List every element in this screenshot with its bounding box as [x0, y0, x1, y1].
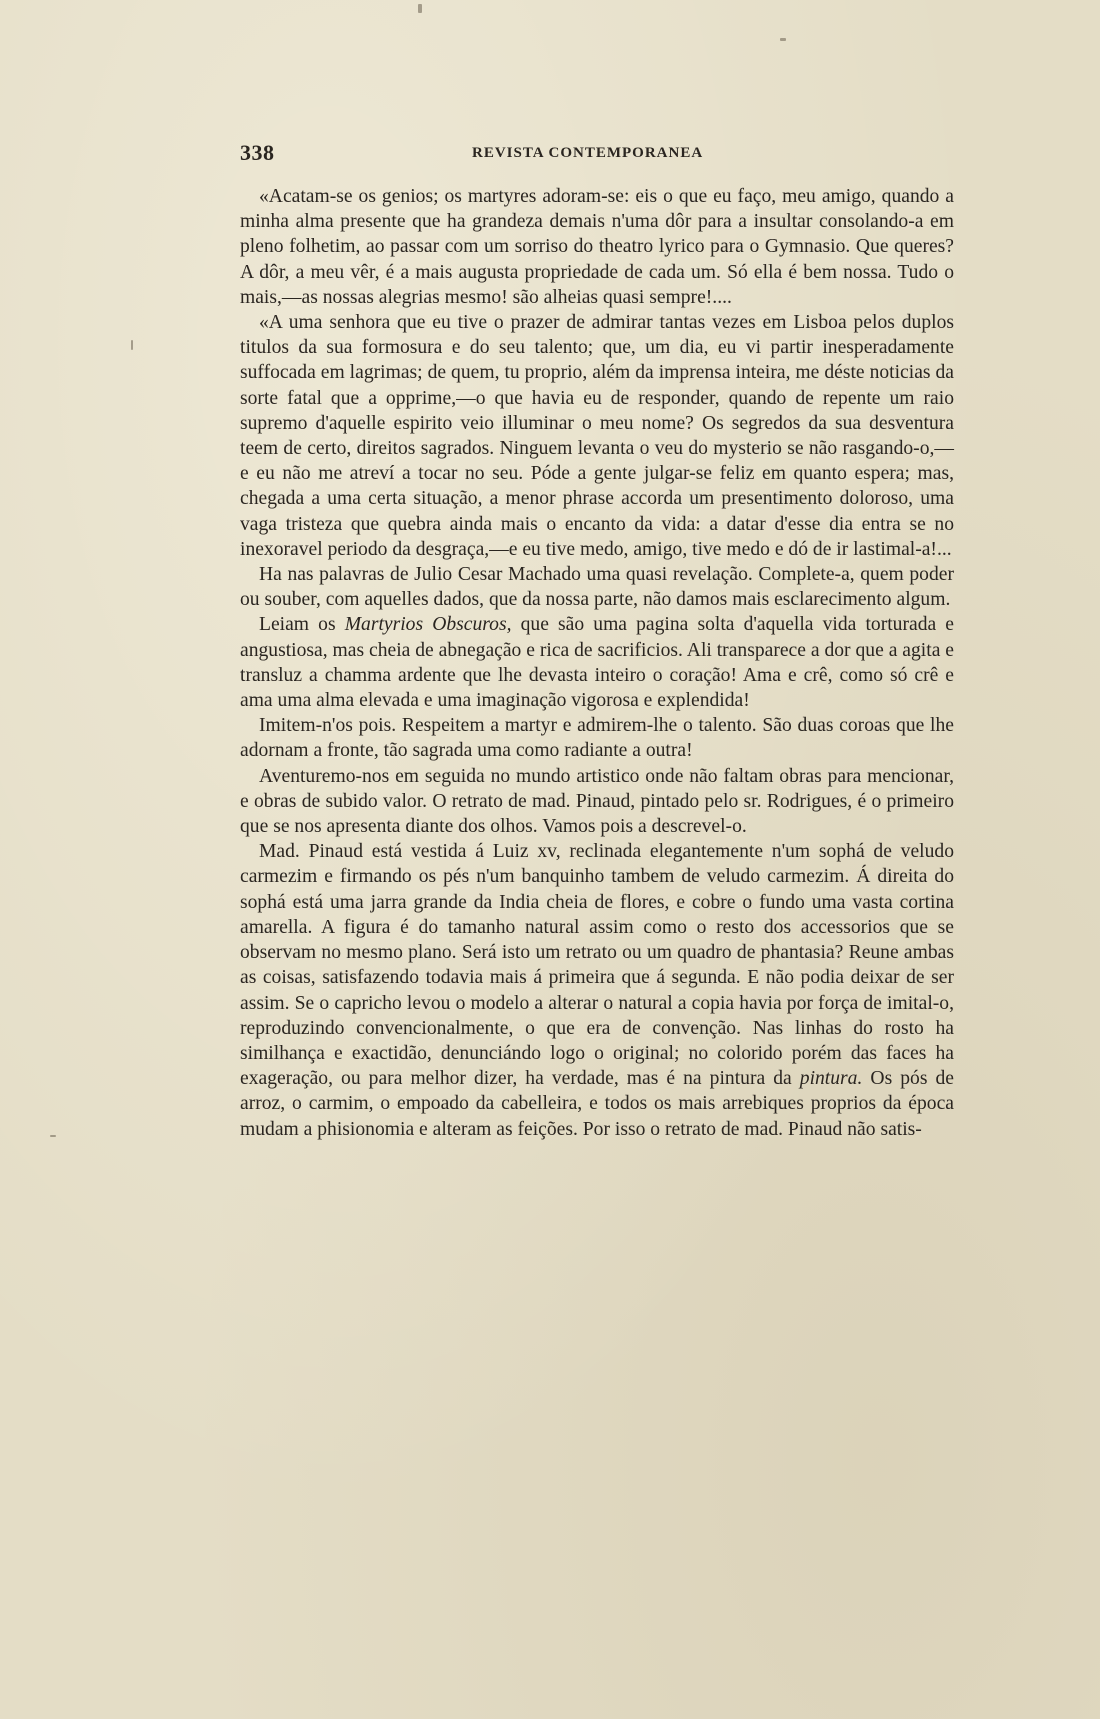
- paragraph: Ha nas palavras de Julio Cesar Machado uma quasi revelação. Complete-a, quem poder ou souber, com aquelles dados, que da nossa parte, não damos mais esclarecimento algum.: [240, 564, 954, 611]
- page-header: [240, 140, 952, 170]
- ink-speck: [780, 38, 786, 41]
- running-title: REVISTA CONTEMPORANEA: [472, 145, 704, 161]
- page-number: 338: [240, 140, 275, 165]
- emphasis-italic: pintura.: [799, 1068, 863, 1090]
- paragraph: [240, 839, 954, 1141]
- paragraph: Imitem-n'os pois. Respeitem a martyr e admirem-lhe o talento. São duas coroas que lhe adornam a fronte, tão sagrada uma como radiante a outra!: [240, 715, 954, 762]
- paragraph: «A uma senhora que eu tive o prazer de admirar tantas vezes em Lisboa pelos duplos titulos da sua formosura e do seu talento; que, um dia, eu vi partir inesperadamente suffocada em lagrimas; de quem, tu proprio, além da imprensa inteira, me déste noticias da sorte fatal que a opprime,—o que havia eu de responder, quando de repente um raio supremo d'aquelle espirito veio illuminar o meu nome? Os segredos da sua desventura teem de certo, direitos sagrados. Ninguem levanta o veu do mysterio se não rasgando-o,—e eu não me atreví a tocar no seu. Póde a gente julgar-se feliz em quanto espera; mas, chegada a uma certa situação, a menor phrase accorda um presentimento doloroso, uma vaga tristeza que quebra ainda mais o encanto da vida: a datar d'esse dia entra se no inexoravel periodo da desgraça,—e eu tive medo, amigo, tive medo e dó de ir lastimal-a!...: [240, 312, 954, 560]
- ink-speck: [50, 1135, 56, 1137]
- ink-speck: [418, 4, 422, 13]
- paragraph-text: Leiam os: [259, 614, 345, 636]
- paragraph: «Acatam-se os genios; os martyres adoram-se: eis o que eu faço, meu amigo, quando a minha alma presente que ha grandeza demais n'uma dôr para a insultar consolando-a em pleno folhetim, ao passar com um sorriso do theatro lyrico para o Gymnasio. Que queres? A dôr, a meu vêr, é a mais augusta propriedade de cada um. Só ella é bem nossa. Tudo o mais,—as nossas alegrias mesmo! são alheias quasi sempre!....: [240, 186, 954, 308]
- paragraph: Aventuremo-nos em seguida no mundo artistico onde não faltam obras para mencionar, e obras de subido valor. O retrato de mad. Pinaud, pintado pelo sr. Rodrigues, é o primeiro que se nos apresenta diante dos olhos. Vamos pois a descrevel-o.: [240, 765, 954, 838]
- paragraph-text: Os pós de arroz, o carmim, o empoado da cabelleira, e todos os mais arrebiques proprios da época mudam a phisionomia e alteram as feições. Por isso o retrato de mad. Pinaud não satis-: [240, 1068, 954, 1140]
- paragraph-text: Mad. Pinaud está vestida á Luiz xv, reclinada elegantemente n'um sophá de veludo carmezim e firmando os pés n'um banquinho tambem de veludo carmezim. Á direita do sophá está uma jarra grande da India cheia de flores, e cobre o fundo uma vasta cortina amarella. A figura é do tamanho natural assim como o resto dos accessorios que se observam no mesmo plano. Será isto um retrato ou um quadro de phantasia? Reune ambas as coisas, satisfazendo todavia mais á primeira que á segunda. E não podia deixar de ser assim. Se o capricho levou o modelo a alterar o natural a copia havia por força de imital-o, reproduzindo convencionalmente, o que era de convenção. Nas linhas do rosto ha similhança e exactidão, denunciándo logo o original; no colorido porém das faces ha exageração, ou para melhor dizer, ha verdade, mas é na pintura da: [240, 841, 954, 1090]
- ink-speck: [131, 340, 133, 350]
- paragraph: [240, 612, 954, 713]
- book-title-italic: Martyrios Obscuros,: [344, 614, 512, 636]
- body-text: [240, 184, 954, 1142]
- paragraph-text: que são uma pagina solta d'aquella vida torturada e angustiosa, mas cheia de abnegação e rica de sacrificios. Ali transparece a dor que a agita e transluz a chamma ardente que lhe devasta inteiro o coração! Ama e crê, como só crê e ama uma alma elevada e uma imaginação vigorosa e explendida!: [240, 614, 955, 712]
